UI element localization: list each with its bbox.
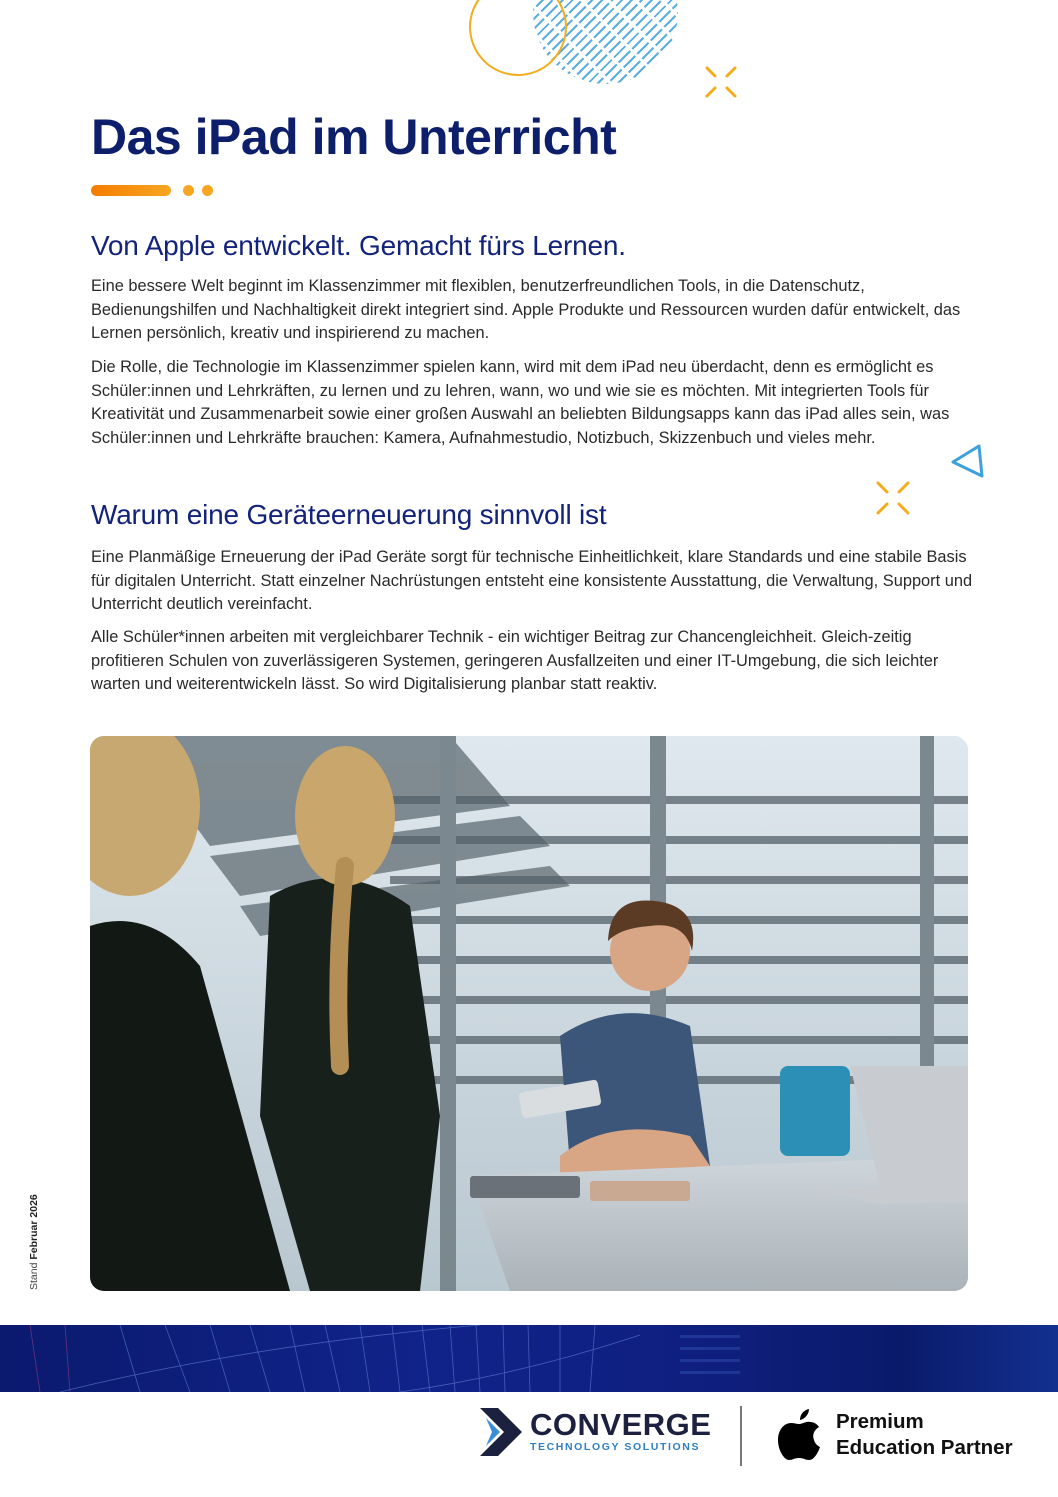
accent-line (91, 185, 171, 196)
converge-name: CONVERGE (530, 1407, 712, 1442)
section-heading-apple: Von Apple entwickelt. Gemacht fürs Lernen. (91, 230, 626, 261)
title-accent-bar (91, 184, 213, 196)
converge-subtitle: TECHNOLOGY SOLUTIONS (530, 1441, 701, 1453)
section-1-paragraph-2: Die Rolle, die Technologie im Klassenzimmer spielen kann, wird mit dem iPad neu überdacht, denn es ermöglicht es Schüler:innen und Lehrkräften, zu lernen und zu lehren, wann, wo und wie sie es möchten. Mit integrierten Tools für Kreativität und Zusammenarbeit sowie einer großen Auswahl an beliebten Bildungsapps kann das iPad alles sein, was Schüler:innen und Lehrkräfte brauchen: Kamera, Aufnahmestudio, Notizbuch, Skizzenbuch und vieles mehr. (91, 358, 950, 447)
date-note (28, 1194, 40, 1290)
badge-line-1: Premium (836, 1410, 924, 1433)
date-note-value: Februar 2026 (28, 1194, 40, 1260)
sparkle-decoration-right (874, 479, 912, 517)
converge-logo (478, 1406, 711, 1458)
section-heading-renewal: Warum eine Geräteerneuerung sinnvoll ist (91, 499, 607, 530)
apple-education-partner-badge (776, 1408, 1013, 1462)
page-title: Das iPad im Unterricht (91, 109, 617, 165)
badge-line-2: Education Partner (836, 1436, 1013, 1459)
sparkle-decoration-top (703, 64, 739, 100)
converge-chevron-icon (478, 1406, 524, 1458)
apple-logo-icon (776, 1408, 822, 1462)
section-1-paragraph-1: Eine bessere Welt beginnt im Klassenzimmer mit flexiblen, benutzerfreundlichen Tools, in die Datenschutz, Bedienungshilfen und Nachhaltigkeit direkt integriert sind. Apple Produkte und Ressourcen wurden dafür entwickelt, das Lernen persönlich, kreativ und inspirierend zu machen. (91, 277, 961, 342)
classroom-photo (90, 736, 968, 1291)
date-note-prefix: Stand (28, 1262, 40, 1290)
footer-banner (0, 1325, 1058, 1392)
ring-decoration (469, 0, 567, 76)
section-2-paragraph-1: Eine Planmäßige Erneuerung der iPad Geräte sorgt für technische Einheitlichkeit, klare Standards und eine stabile Basis für digitalen Unterricht. Statt einzelner Nachrüstungen entsteht eine konsistente Ausstattung, die Verwaltung, Support und Unterricht deutlich vereinfacht. (91, 548, 973, 613)
logo-divider (740, 1406, 742, 1466)
accent-dot (183, 185, 194, 196)
section-2-paragraph-2: Alle Schüler*innen arbeiten mit vergleichbarer Technik - ein wichtiger Beitrag zur Chancengleichheit. Gleich-zeitig profitieren Schulen von zuverlässigeren Systemen, geringeren Ausfallzeiten und einer IT-Umgebung, die sich leichter warten und weiterentwickeln lässt. So wird Digitalisierung planbar statt reaktiv. (91, 628, 939, 693)
accent-dot (202, 185, 213, 196)
